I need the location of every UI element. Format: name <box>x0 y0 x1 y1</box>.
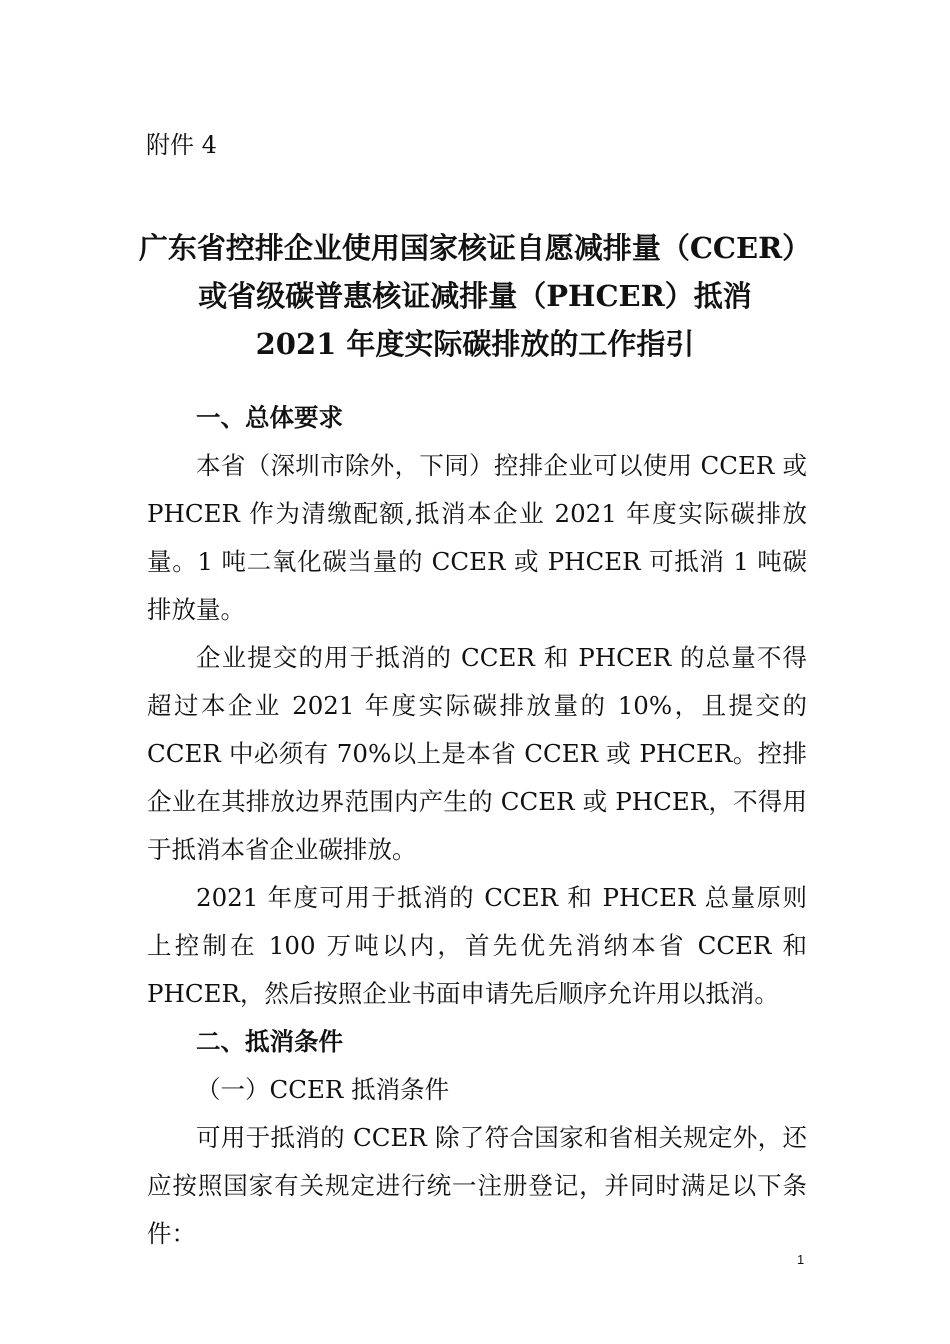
section-heading-conditions: 二、抵消条件 <box>196 1027 343 1056</box>
paragraph-general-2: 企业提交的用于抵消的 CCER 和 PHCER 的总量不得超过本企业 2021 年度实际碳排放量的 10%，且提交的 CCER 中必须有 70%以上是本省 CCER 或 PHCER。控排企业在其排放边界范围内产生的 CCER 或 PHCER，不得用于抵消本省企业碳排放。 <box>147 643 807 864</box>
title-line-1: 广东省控排企业使用国家核证自愿减排量（CCER） <box>138 231 812 265</box>
paragraph-general-1: 本省（深圳市除外，下同）控排企业可以使用 CCER 或 PHCER 作为清缴配额,抵消本企业 2021 年度实际碳排放量。1 吨二氧化碳当量的 CCER 或 PHCER 可抵消 1 吨碳排放量。 <box>147 451 807 624</box>
document-title <box>120 224 830 368</box>
subheading-ccer: （一）CCER 抵消条件 <box>196 1075 450 1104</box>
section-heading-general: 一、总体要求 <box>196 403 343 432</box>
paragraph-general-3: 2021 年度可用于抵消的 CCER 和 PHCER 总量原则上控制在 100 万吨以内，首先优先消纳本省 CCER 和 PHCER，然后按照企业书面申请先后顺序允许用以抵消。 <box>147 883 807 1008</box>
attachment-label: 附件 4 <box>146 131 217 159</box>
paragraph-ccer-1: 可用于抵消的 CCER 除了符合国家和省相关规定外，还应按照国家有关规定进行统一注册登记，并同时满足以下条件： <box>147 1123 807 1248</box>
document-body <box>147 394 807 1258</box>
title-line-3: 2021 年度实际碳排放的工作指引 <box>255 327 695 361</box>
page-number: 1 <box>797 1252 805 1267</box>
title-line-2: 或省级碳普惠核证减排量（PHCER）抵消 <box>198 279 752 313</box>
